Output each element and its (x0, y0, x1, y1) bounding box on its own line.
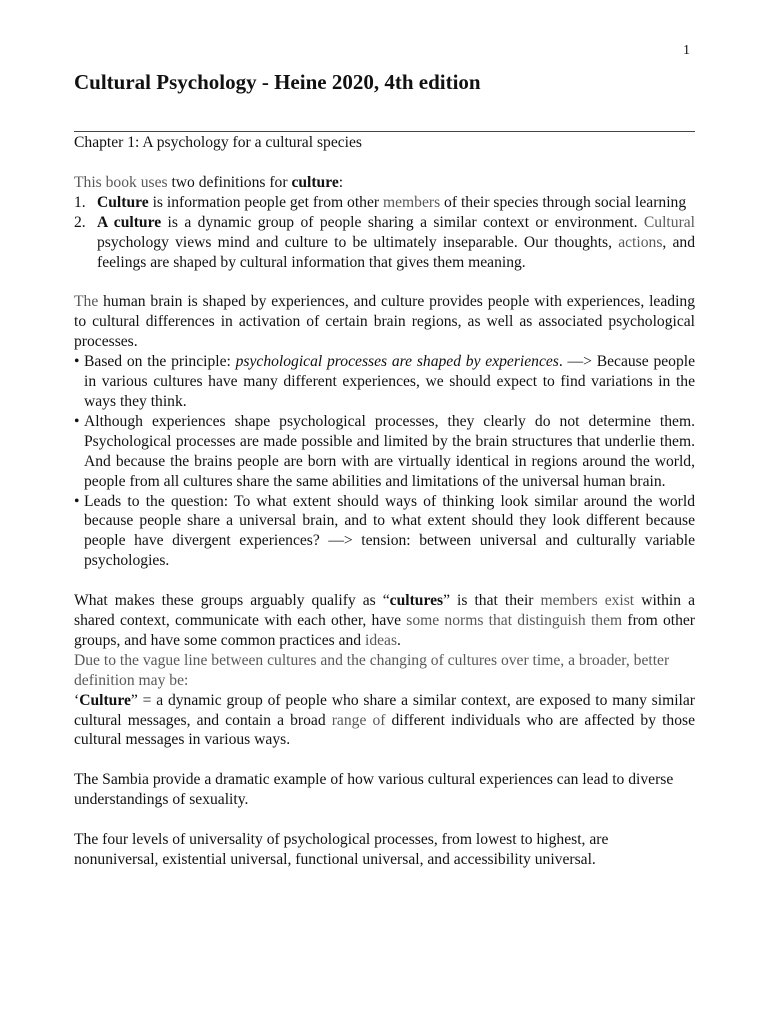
para-bold: Culture (79, 691, 131, 709)
para-text: What makes these groups arguably qualify as “ (74, 592, 390, 610)
para-text: ‘ (74, 691, 80, 709)
definitions-intro (74, 173, 695, 193)
bullet-item-1 (74, 352, 695, 412)
document-title: Cultural Psychology - Heine 2020, 4th edition (74, 70, 481, 94)
definition-text: of their species through social learning (440, 193, 687, 211)
list-number: 1. (74, 193, 86, 211)
bullet-text: Based on the principle: (84, 353, 236, 371)
para-text: ” is that their (443, 592, 541, 610)
definition-item-1-text (97, 193, 695, 213)
definition-item-2 (74, 213, 695, 273)
bullet-text: . —> Because people in various cultures have many different experiences, we should expect to find variations in the ways they think. (84, 353, 696, 410)
chapter-heading: Chapter 1: A psychology for a cultural species (74, 134, 362, 151)
definition-muted: actions (618, 233, 663, 251)
intro-prefix: This book uses (74, 173, 168, 191)
bullet-3-text: Leads to the question: To what extent should ways of thinking look similar around the world because people share a universal brain, and to what extent should they look different because people have divergent experiences? —> tension: between universal and culturally variable psychologies. (84, 492, 695, 570)
brain-muted: The (74, 293, 99, 311)
levels-paragraph: The four levels of universality of psychological processes, from lowest to highest, are nonuniversal, existential universal, functional universal, and accessibility universal. (74, 831, 609, 869)
para-text: different individuals who are affected by those cultural messages in various ways. (74, 711, 695, 749)
definition-text: is a dynamic group of people sharing a similar context or environment. (161, 213, 644, 231)
definition-term: Culture (97, 193, 149, 211)
definition-text: psychology views mind and culture to be ultimately inseparable. Our thoughts, (97, 233, 619, 251)
bullet-item-2 (74, 412, 695, 492)
list-number: 2. (74, 213, 86, 231)
para-bold: cultures (389, 592, 444, 610)
intro-middle: two definitions for (167, 173, 292, 191)
bullet-1-text (84, 352, 695, 412)
definition-muted: Cultural (643, 213, 696, 231)
para-text: from other groups, and have some common practices and (74, 612, 695, 649)
para-text: within a shared context, communicate with each other, have (74, 592, 695, 630)
bullet-mark: • (74, 353, 80, 371)
sambia-paragraph: The Sambia provide a dramatic example of how various cultural experiences can lead to diverse understandings of sexuality. (74, 771, 674, 809)
brain-paragraph (74, 292, 695, 352)
title-divider (74, 131, 695, 132)
bullet-mark: • (74, 412, 80, 430)
definition-text: , and feelings are shaped by cultural information that gives them meaning. (97, 233, 696, 271)
cultures-paragraph (74, 591, 695, 651)
bullet-mark: • (74, 492, 80, 510)
definition-item-1 (74, 193, 695, 213)
definition-muted: members (382, 193, 441, 211)
definition-item-2-text (97, 213, 695, 273)
definition-text: is information people get from other (148, 193, 383, 211)
definition-term: A culture (97, 213, 162, 231)
bullet-item-3 (74, 492, 695, 572)
page-number: 1 (683, 43, 690, 58)
para-text: . (397, 631, 401, 649)
intro-term: culture (291, 173, 339, 191)
document-body (74, 133, 695, 870)
bullet-italic: psychological processes are shaped by experiences (235, 353, 559, 371)
intro-end: : (338, 173, 344, 191)
definition-paragraph (74, 691, 695, 751)
para-text: ” = a dynamic group of people who share a similar context, are exposed to many similar cultural messages, and contain a broad (74, 691, 695, 729)
para-muted: ideas (365, 631, 398, 649)
bullet-2-text: Although experiences shape psychological processes, they clearly do not determine them. Psychological processes are made possible and limited by the brain structures that underlie them. And because the brains people are born with are virtually identical in regions around the world, people from all cultures share the same abilities and limitations of the universal human brain. (84, 412, 695, 490)
vague-paragraph: Due to the vague line between cultures and the changing of cultures over time, a broader, better definition may be: (74, 651, 670, 689)
para-muted: members exist (540, 592, 635, 610)
para-muted: some norms that distinguish them (406, 612, 623, 630)
brain-text: human brain is shaped by experiences, and culture provides people with experiences, leading to cultural differences in activation of certain brain regions, as well as associated psychological processes. (74, 293, 695, 351)
para-muted: range of (331, 711, 386, 729)
